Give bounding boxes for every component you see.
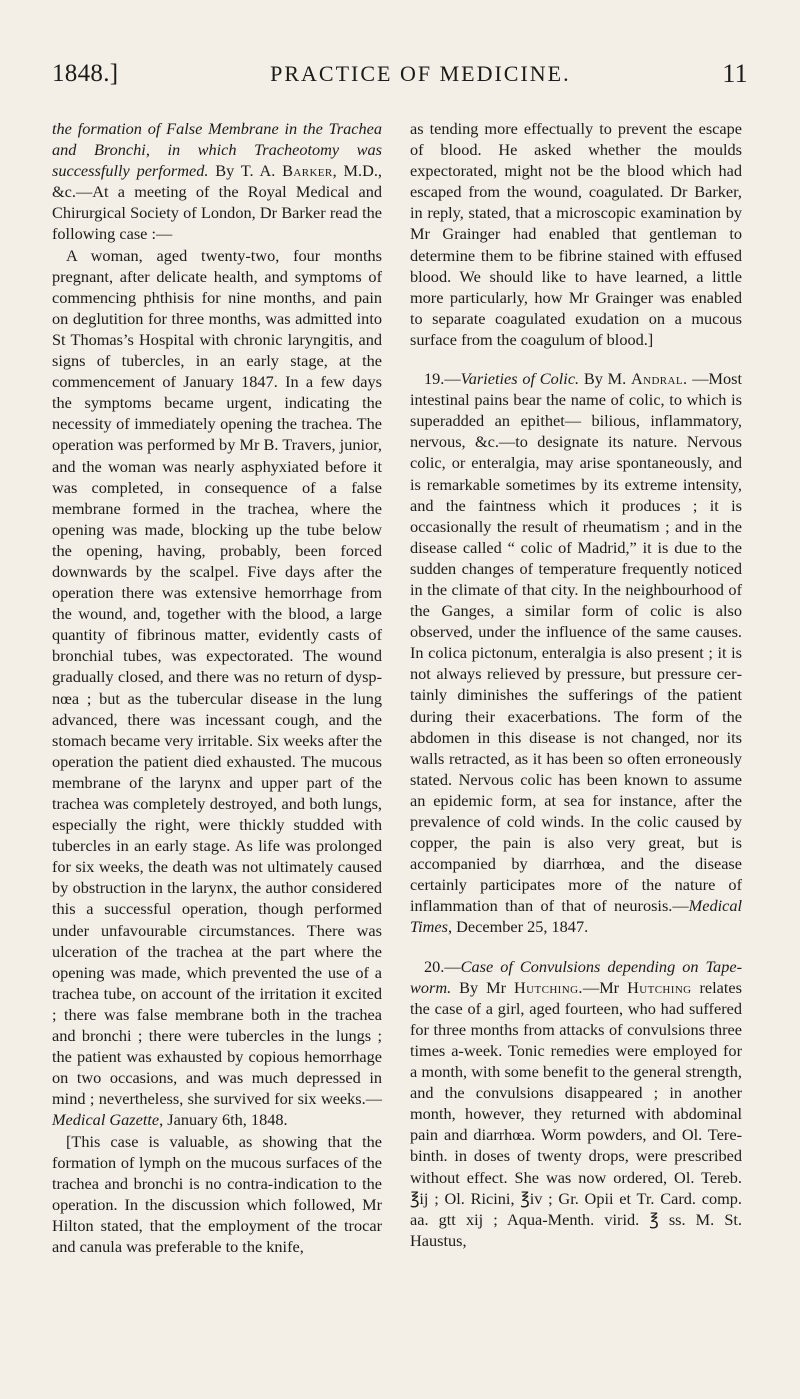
article-19-title: Varieties of Colic.	[460, 369, 580, 389]
article-18-editor-note: [This case is valuable, as showing that the formation of lymph on the mucous surfaces of the trachea and bronchi is no contra-indication to the operation. In the discussion which followed, Mr Hilton stated, that the employment of the trocar and canula was preferable to the knife,	[52, 1131, 382, 1256]
article-20-author: Hutching.	[513, 977, 583, 997]
article-20-dash: —Mr	[582, 977, 628, 997]
article-18-by: By T. A.	[208, 161, 283, 181]
running-header	[52, 50, 748, 98]
article-18-title-continued: the formation of False Membrane in the Trachea and Bronchi, in which Tracheotomy was successfully performed.	[52, 119, 382, 181]
article-19-body: —Most intestinal pains bear the name of colic, to which is superadded an epithet— bilious, inflammatory, nervous, &c.—to designate its nature. Nervous colic, or enteralgia, may arise spontaneously, and is remarkable sometimes by its extreme intensity, and the faintness which it produces ; it is occasionally the result of rheumatism ; and in the disease called “ colic of Madrid,” it is due to the sudden changes of temperature frequently noticed in the climate of that city. In the neighbourhood of the Ganges, a similar form of colic is also observed, under the influence of the same causes. In colica pictonum, enteralgia is also present ; it is not always relieved by pressure, but pressure certainly diminishes the sufferings of the patient during their exacerbations. The form of the abdomen in this disease is not changed, nor its walls retracted, as it has been so often erroneously stated. Nervous colic has been known to assume an epidemic form, at sea for instance, after the prevalence of cold winds. In the colic caused by copper, the pain is also very great, but is accompanied by diarrhœa, and the disease certainly participates more of the nature of inflammation than of that of neurosis.—	[410, 369, 742, 916]
article-18-intro: , M.D., &c.—At a meeting of the Royal Medical and Chirurgical Society of London, Dr Barker read the following case :—	[52, 161, 382, 244]
article-19-number: 19.—	[424, 369, 461, 389]
article-19	[410, 368, 742, 938]
article-20	[410, 956, 742, 1251]
article-18-case-paragraph	[52, 245, 382, 1131]
article-18-case-text: A woman, aged twenty-two, four months pregnant, after delicate health, and symptoms of commencing phthisis for nine months, and pain on deglutition for three months, was admitted into St Thomas’s Hospital with chronic laryngitis, and signs of tubercles, in an early stage, at the commencement of January 1847. In a few days the symptoms became urgent, indicating the necessity of immediately opening the trachea. The operation was performed by Mr B. Travers, junior, and the woman was nearly asphyxiated before it was completed, in consequence of a false membrane formed in the trachea, where the opening was made, blocking up the tube below the opening, having, probably, been forced downwards by the scalpel. Five days after the operation there was extensive hemorrhage from the wound, and, together with the blood, a large quantity of fibrinous matter, evidently casts of bronchial tubes, was expectorated. The wound gradually closed, and there was no return of dyspnœa ; but as the tubercular disease in the lung advanced, there was incessant cough, and the stomach became very irritable. Six weeks after the operation the patient died exhausted. The mucous membrane of the larynx and upper part of the trachea was completely destroyed, and both lungs, especially the right, were thickly studded with tubercles in an early stage. As life was prolonged for six weeks, the death was not ultimately caused by obstruction in the larynx, the author considered this a successful operation, though performed under unfavourable circumstances. There was ulceration of the trachea at the part where the opening was made, which prevented the use of a trachea tube, on account of the irritation it excited ; there was false membrane both in the trachea and bronchi ; there were tubercles in the lungs ; the patient was exhausted by copious hemorrhage on two occasions, and was much depressed in mind ; nevertheless, she survived for six weeks.—	[52, 245, 382, 1109]
article-18-date: , January 6th, 1848.	[159, 1110, 288, 1130]
right-column	[410, 118, 742, 1251]
editor-note-continued: as tending more effectually to prevent the escape of blood. He asked whether the moulds expectorated, might not be the blood which had escaped from the wound, coagulated. Dr Barker, in reply, stated, that a microscopic examination by Mr Grainger had enabled that gentleman to determine them to be fibrine stained with effused blood. We should like to have learned, a little more particularly, how Mr Grainger was enabled to separate coagulated exudation on a mucous surface from the coagulum of blood.]	[410, 119, 742, 349]
article-20-title: Case of Convulsions depending on Tape-worm.	[410, 956, 742, 997]
article-20-by: By Mr	[451, 977, 514, 997]
article-19-by: By M.	[579, 369, 631, 389]
article-19-date: , December 25, 1847.	[448, 917, 589, 937]
article-20-author-repeat: Hutching	[627, 977, 692, 997]
article-18-source: Medical Gazette	[52, 1110, 160, 1130]
header-title: PRACTICE OF MEDICINE.	[270, 61, 571, 86]
header-year: 1848.]	[52, 60, 119, 87]
article-20-body: relates the case of a girl, aged fourteen, who had suffered for three months from attacks of convulsions three times a-week. Tonic remedies were employed for a month, with some benefit to the general strength, and the convulsions disappeared ; in another month, however, they returned with abdominal pain and diarrhœa. Worm powders, and Ol. Terebinth. in doses of twenty drops, were prescribed without effect. She was now ordered, Ol. Tereb. ℥ij ; Ol. Ricini, ℥iv ; Gr. Opii et Tr. Card. comp. aa. gtt xij ; Aqua-Menth. virid. ℥ ss. M. St. Haustus,	[410, 977, 742, 1250]
left-column	[52, 118, 382, 1257]
article-18-opening	[52, 118, 382, 245]
page-number: 11	[722, 59, 748, 88]
article-19-source: Medical Times	[410, 896, 742, 937]
article-20-number: 20.—	[424, 956, 461, 976]
article-18-author: Barker	[282, 161, 333, 181]
article-19-author: Andral.	[630, 369, 688, 389]
